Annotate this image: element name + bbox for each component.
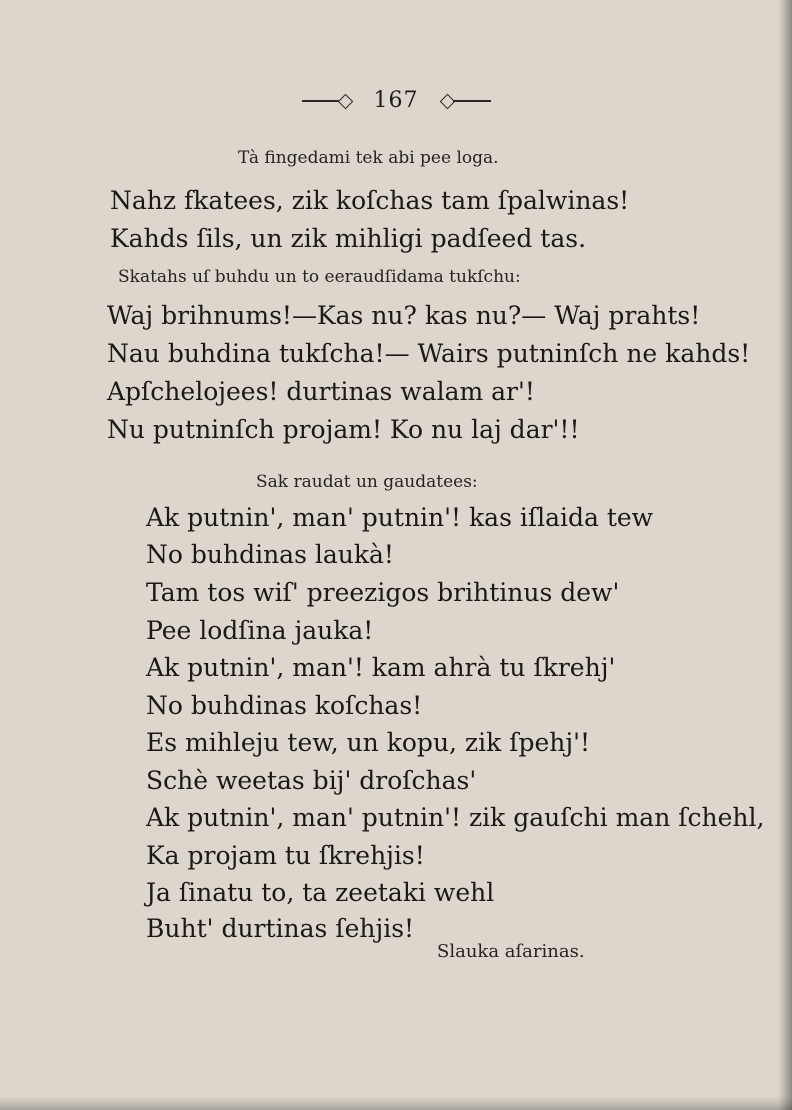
verse-line: Waj brihnums!—Kas nu? kas nu?— Waj prahts! bbox=[107, 301, 701, 330]
verse-line: Nahz fkatees, zik koſchas tam ſpalwinas! bbox=[110, 186, 630, 215]
verse-line: Ak putnin', man' putnin'! zik gauſchi man ſchehl, bbox=[146, 803, 765, 832]
page-header bbox=[0, 80, 792, 120]
left-arrow-ornament-icon bbox=[302, 90, 352, 110]
verse-line: Ak putnin', man' putnin'! kas iſlaida tew bbox=[146, 503, 654, 532]
page-bottom-edge-shadow bbox=[0, 1096, 792, 1110]
verse-line: Ja ſinatu to, ta zeetaki wehl bbox=[146, 878, 495, 907]
verse-line: Nu putninſch projam! Ko nu laj dar'!! bbox=[107, 415, 580, 444]
stage-direction-3: Sak raudat un gaudatees: bbox=[256, 472, 478, 492]
verse-line: Pee lodſina jauka! bbox=[146, 616, 374, 645]
closing-stage-direction: Slauka aſarinas. bbox=[437, 941, 585, 962]
verse-line: Kahds ſils, un zik mihligi padſeed tas. bbox=[110, 224, 587, 253]
verse-line: Tam tos wiſ' preezigos brihtinus dew' bbox=[146, 578, 620, 607]
page-number: 167 bbox=[373, 87, 419, 113]
right-arrow-ornament-icon bbox=[441, 90, 491, 110]
verse-line: Ka projam tu ſkrehjis! bbox=[146, 841, 425, 870]
verse-line: Schè weetas bij' droſchas' bbox=[146, 766, 477, 795]
verse-line: Es mihleju tew, un kopu, zik ſpehj'! bbox=[146, 728, 591, 757]
page-right-edge-shadow bbox=[778, 0, 792, 1110]
verse-line: Buht' durtinas ſehjis! bbox=[146, 914, 415, 943]
verse-line: Ak putnin', man'! kam ahrà tu ſkrehj' bbox=[146, 653, 616, 682]
verse-line: No buhdinas laukà! bbox=[146, 540, 394, 569]
verse-line: No buhdinas koſchas! bbox=[146, 691, 423, 720]
verse-line: Nau buhdina tukſcha!— Wairs putninſch ne kahds! bbox=[107, 339, 751, 368]
verse-line: Apſchelojees! durtinas walam ar'! bbox=[107, 377, 535, 406]
stage-direction-1: Tà fingedami tek abi pee loga. bbox=[238, 148, 499, 168]
stage-direction-2: Skatahs uſ buhdu un to eeraudſidama tukſchu: bbox=[118, 267, 521, 287]
